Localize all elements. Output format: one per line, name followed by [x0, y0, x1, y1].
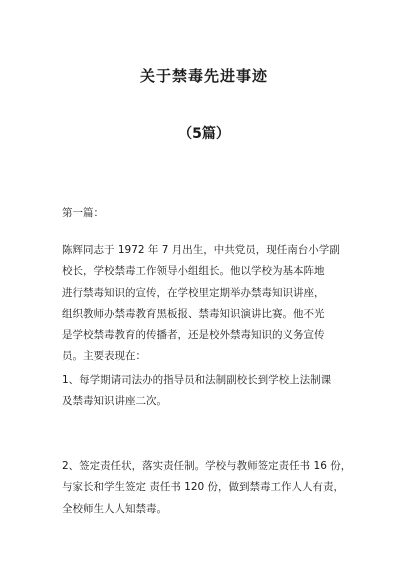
document-subtitle: （5篇） [178, 126, 230, 142]
paragraph-item-1 [62, 370, 362, 413]
paragraph-line: 及禁毒知识讲座二次。 [62, 395, 167, 408]
paragraph-item-2 [62, 456, 362, 520]
paragraph-line: 校长，学校禁毒工作领导小组组长。他以学校为基本阵地 [62, 265, 325, 278]
paragraph-line: 进行禁毒知识的宣传，在学校里定期举办禁毒知识讲座， [62, 286, 325, 299]
paragraph-line: 全校师生人人知禁毒。 [62, 502, 167, 515]
section-label: 第一篇： [62, 207, 104, 219]
document-title: 关于禁毒先进事迹 [139, 67, 268, 85]
paragraph-line: 陈辉同志于 1972 年 7 月出生，中共党员，现任南台小学副 [62, 244, 340, 256]
paragraph-line: 是学校禁毒教育的传播者，还是校外禁毒知识的义务宣传 [62, 329, 325, 342]
paragraph-intro [62, 240, 362, 368]
paragraph-line: 组织教师办禁毒教育黑板报、禁毒知识演讲比赛。他不光 [62, 307, 325, 320]
paragraph-line: 1、每学期请司法办的指导员和法制副校长到学校上法制课 [62, 374, 332, 386]
paragraph-line: 与家长和学生签定 责任书 120 份，做到禁毒工作人人有责， [62, 481, 345, 494]
paragraph-line: 员。主要表现在： [62, 350, 146, 363]
paragraph-line: 2、签定责任状，落实责任制。学校与教师签定责任书 16 份， [62, 460, 352, 472]
